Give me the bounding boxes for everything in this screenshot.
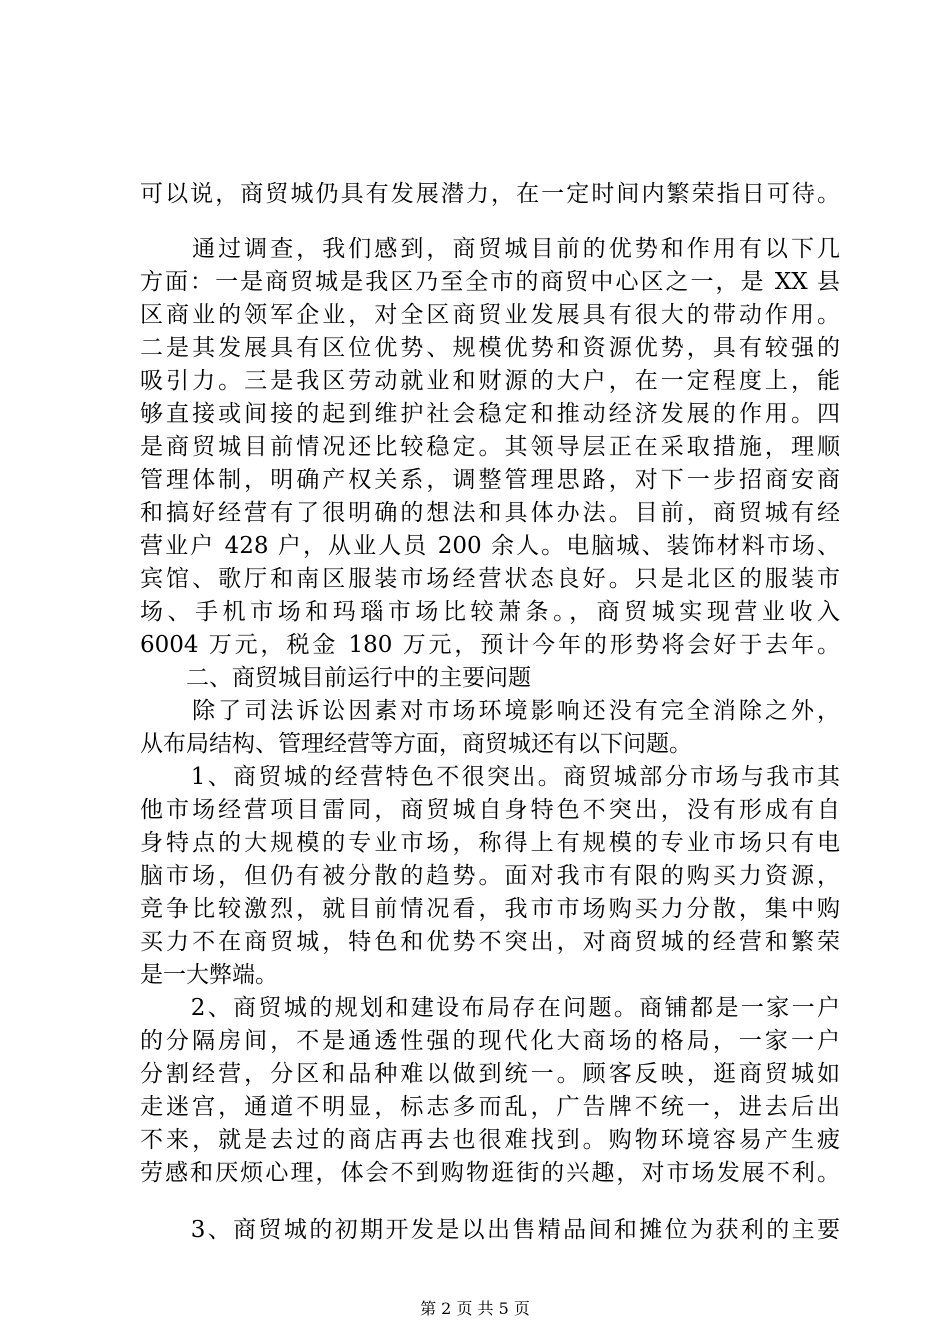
page-footer: 第 2 页 共 5 页 — [420, 1299, 530, 1318]
text-line: 身特点的大规模的专业市场，称得上有规模的专业市场只有电 — [140, 830, 840, 856]
text-line: 他市场经营项目雷同，商贸城自身特色不突出，没有形成有自 — [140, 797, 840, 823]
text-line: 区商业的领军企业，对全区商贸业发展具有很大的带动作用。 — [140, 302, 840, 328]
text-line: 3、商贸城的初期开发是以出售精品间和摊位为获利的主要 — [140, 1217, 840, 1243]
text-line: 走迷宫，通道不明显，标志多而乱，广告牌不统一，进去后出 — [140, 1094, 840, 1120]
text-line: 买力不在商贸城，特色和优势不突出，对商贸城的经营和繁荣 — [140, 929, 840, 955]
text-line: 1、商贸城的经营特色不很突出。商贸城部分市场与我市其 — [140, 764, 840, 790]
section-heading: 二、商贸城目前运行中的主要问题 — [140, 665, 531, 691]
text-line: 是商贸城目前情况还比较稳定。其领导层正在采取措施，理顺 — [140, 434, 840, 460]
text-line: 通过调查，我们感到，商贸城目前的优势和作用有以下几 — [140, 236, 840, 262]
text-line: 可以说，商贸城仍具有发展潜力，在一定时间内繁荣指日可待。 — [140, 181, 840, 207]
text-line: 脑市场，但仍有被分散的趋势。面对我市有限的购买力资源， — [140, 863, 840, 889]
text-line: 宾馆、歌厅和南区服装市场经营状态良好。只是北区的服装市 — [140, 566, 840, 592]
text-line: 竞争比较激烈，就目前情况看，我市市场购买力分散，集中购 — [140, 896, 840, 922]
text-line: 方面：一是商贸城是我区乃至全市的商贸中心区之一，是 XX 县 — [140, 269, 840, 295]
text-line: 二是其发展具有区位优势、规模优势和资源优势，具有较强的 — [140, 335, 840, 361]
text-line: 吸引力。三是我区劳动就业和财源的大户，在一定程度上，能 — [140, 368, 840, 394]
text-line: 够直接或间接的起到维护社会稳定和推动经济发展的作用。四 — [140, 401, 840, 427]
text-line: 的分隔房间，不是通透性强的现代化大商场的格局，一家一户 — [140, 1028, 840, 1054]
text-line: 2、商贸城的规划和建设布局存在问题。商铺都是一家一户 — [140, 995, 840, 1021]
text-line: 营业户 428 户，从业人员 200 余人。电脑城、装饰材料市场、 — [140, 533, 840, 559]
text-line: 6004 万元，税金 180 万元，预计今年的形势将会好于去年。 — [140, 632, 840, 658]
text-line: 分割经营，分区和品种难以做到统一。顾客反映，逛商贸城如 — [140, 1061, 840, 1087]
text-line: 管理体制，明确产权关系，调整管理思路，对下一步招商安商 — [140, 467, 840, 493]
text-line: 劳感和厌烦心理，体会不到购物逛街的兴趣，对市场发展不利。 — [140, 1160, 840, 1186]
text-line: 不来，就是去过的商店再去也很难找到。购物环境容易产生疲 — [140, 1127, 840, 1153]
text-line: 场、手机市场和玛瑙市场比较萧条。，商贸城实现营业收入 — [140, 599, 840, 625]
text-line: 除了司法诉讼因素对市场环境影响还没有完全消除之外， — [140, 698, 840, 724]
text-line: 和搞好经营有了很明确的想法和具体办法。目前，商贸城有经 — [140, 500, 840, 526]
text-line: 从布局结构、管理经营等方面，商贸城还有以下问题。 — [140, 731, 692, 757]
text-line: 是一大弊端。 — [140, 962, 278, 988]
